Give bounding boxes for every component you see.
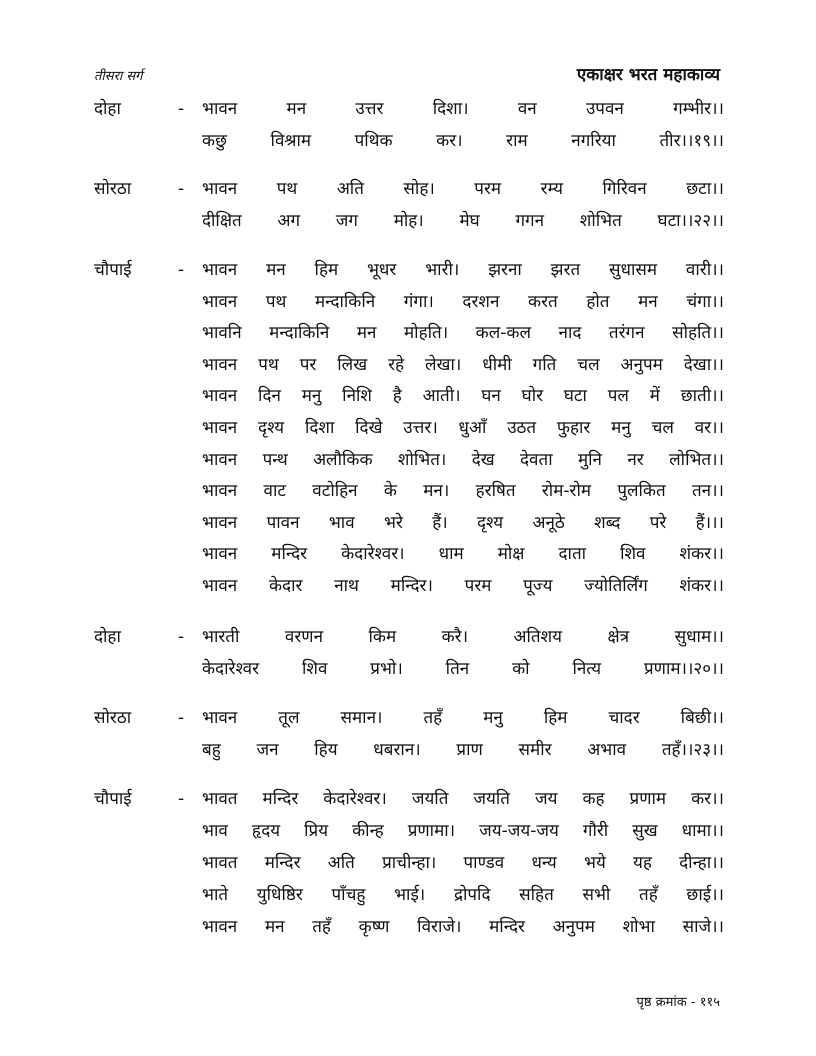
verse-line: भावत मन्दिर केदारेश्वर। जयति जयति जय कह प्रणाम कर।।	[202, 789, 724, 809]
verse-line: भावन तूल समान। तहँ मनु हिम चादर बिछी।।	[202, 708, 724, 728]
verse-line: भावन पन्थ अलौकिक शोभित। देख देवता मुनि नर लोभित।।	[202, 449, 724, 470]
verse-line: भावन पथ मन्दाकिनि गंगा। दरशन करत होत मन चंगा।।	[202, 291, 724, 312]
verse-line: भावन पथ पर लिख रहे लेखा। धीमी गति चल अनुपम देखा।।	[202, 354, 724, 375]
verse-line: भावन पावन भाव भरे हैं। दृश्य अनूठे शब्द परे हैं।।।	[202, 512, 724, 533]
verse-dash: -	[178, 260, 185, 280]
verse-line: भाव हृदय प्रिय कीन्ह प्रणामा। जय-जय-जय गौरी सुख धामा।।	[202, 821, 724, 841]
verse-line: भावन वाट वटोहिन के मन। हरषित रोम-रोम पुलकित तन।।	[202, 481, 724, 502]
verse-line: भाते युधिष्ठिर पाँचहु भाई। द्रोपदि सहित सभी तहँ छाई।।	[202, 885, 724, 905]
verse-type-label: दोहा	[94, 627, 121, 647]
verse-line: कछु विश्राम पथिक कर। राम नगरिया तीर।।१९।।	[202, 131, 724, 151]
verse-dash: -	[178, 99, 185, 119]
verse-type-label: चौपाई	[94, 789, 132, 809]
verse-line: भारती वरणन किम करै। अतिशय क्षेत्र सुधाम।।	[202, 627, 724, 647]
verse-dash: -	[178, 627, 185, 647]
verse-line: भावन मन उत्तर दिशा। वन उपवन गम्भीर।।	[202, 99, 724, 119]
verse-line: भावन पथ अति सोह। परम रम्य गिरिवन छटा।।	[202, 179, 724, 199]
verse-type-label: सोरठा	[94, 708, 132, 728]
verse-line: दीक्षित अग जग मोह। मेघ गगन शोभित घटा।।२२।।	[202, 211, 724, 231]
verse-line: भावन मन हिम भूधर भारी। झरना झरत सुधासम वारी।।	[202, 260, 724, 280]
verse-line: भावत मन्दिर अति प्राचीन्हा। पाण्डव धन्य भये यह दीन्हा।।	[202, 853, 724, 873]
verse-type-label: दोहा	[94, 99, 121, 119]
chapter-title: तीसरा सर्ग	[94, 69, 143, 84]
verse-dash: -	[178, 708, 185, 728]
verse-line: भावन केदार नाथ मन्दिर। परम पूज्य ज्योतिर्लिंग शंकर।।	[202, 576, 724, 596]
verse-line: भावन मन तहँ कृष्ण विराजे। मन्दिर अनुपम शोभा साजे।।	[202, 917, 724, 937]
book-title: एकाक्षर भरत महाकाव्य	[576, 65, 720, 85]
verse-type-label: चौपाई	[94, 260, 132, 280]
verse-line: भावन दिन मनु निशि है आती। घन घोर घटा पल में छाती।।	[202, 386, 724, 407]
verse-line: बहु जन हिय धबरान। प्राण समीर अभाव तहँ।।२३।।	[202, 740, 724, 760]
verse-dash: -	[178, 789, 185, 809]
page-number: पृष्ठ क्रमांक - ११५	[636, 995, 720, 1010]
verse-line: केदारेश्वर शिव प्रभो। तिन को नित्य प्रणाम।।२०।।	[202, 659, 724, 679]
verse-dash: -	[178, 179, 185, 199]
running-header	[94, 62, 720, 88]
verse-line: भावनि मन्दाकिनि मन मोहति। कल-कल नाद तरंगन सोहति।।	[202, 323, 724, 344]
verse-line: भावन मन्दिर केदारेश्वर। धाम मोक्ष दाता शिव शंकर।।	[202, 544, 724, 565]
verse-line: भावन दृश्य दिशा दिखे उत्तर। धुआँ उठत फुहार मनु चल वर।।	[202, 418, 724, 438]
verse-type-label: सोरठा	[94, 179, 132, 199]
